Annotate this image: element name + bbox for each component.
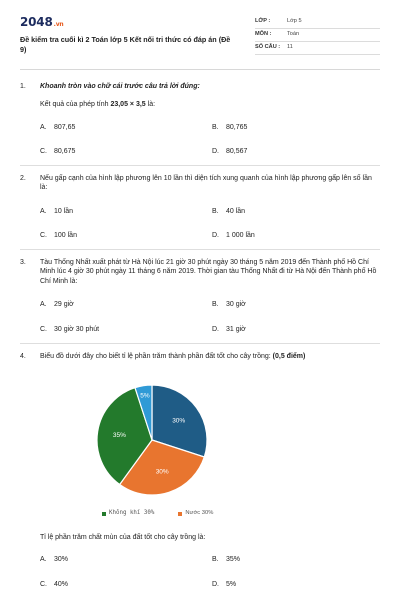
legend-item-air: Không khí 30% — [102, 510, 154, 518]
answer-options — [40, 300, 380, 334]
option-a[interactable]: A. 807,65 — [40, 123, 76, 131]
meta-table — [255, 16, 380, 55]
answer-options — [40, 123, 380, 157]
legend-item-water: Nước 30% — [178, 510, 213, 518]
question-prompt: Tỉ lệ phần trăm chất mùn của đất tốt cho cây trồng là: — [40, 534, 206, 541]
option-d[interactable]: D. 1 000 lần — [212, 232, 255, 240]
option-b[interactable]: B. 80,765 — [212, 123, 248, 131]
option-d[interactable]: D. 31 giờ — [212, 325, 246, 333]
page-title: Đề kiểm tra cuối kì 2 Toán lớp 5 Kết nối tri thức có đáp án (Đề 9) — [20, 35, 231, 55]
option-c[interactable]: C. 30 giờ 30 phút — [40, 325, 100, 333]
answer-options — [40, 555, 380, 589]
option-d[interactable]: D. 80,567 — [212, 148, 248, 156]
question-3: 3. Tàu Thống Nhất xuất phát từ Hà Nội lúc 21 giờ 30 phút ngày 30 tháng 5 năm 2019 đến Thành phố Hồ Chí Minh lúc 4 giờ 30 phút ngày 11 tháng 6 năm 2019. Thời gian tàu Thống Nhất đi từ Hà Nội đến Thành phố Hồ Chí Minh là: A. 29 giờ B. 30 giờ C. 30 giờ 30 phút D. 31 giờ — [20, 258, 380, 334]
option-a[interactable]: A. 29 giờ — [40, 301, 74, 309]
chart-legend — [102, 510, 213, 518]
pie-label-3: 5% — [140, 392, 150, 400]
document-header — [20, 14, 380, 70]
pie-chart — [82, 372, 262, 522]
question-2: 2. Nếu gấp cạnh của hình lập phương lên 10 lần thì diện tích xung quanh của hình lập phương gấp lên số lần là: A. 10 lần B. 40 lần C. 100 lần D. 1 000 lần — [20, 174, 380, 241]
option-a[interactable]: A. 30% — [40, 556, 69, 564]
pie-label-0: 30% — [172, 417, 186, 425]
question-4-followup — [20, 533, 380, 589]
question-4: 4. Biểu đồ dưới đây cho biết tỉ lệ phần trăm thành phần đất tốt cho cây trồng: (0,5 điểm) — [20, 352, 380, 361]
legend-swatch — [178, 512, 182, 516]
question-text: Tàu Thống Nhất xuất phát từ Hà Nội lúc 21 giờ 30 phút ngày 30 tháng 5 năm 2019 đến Thành phố Hồ Chí Minh lúc 4 giờ 30 phút ngày 11 tháng 6 năm 2019. Thời gian tàu Thống Nhất đi từ Hà Nội đến Thành phố Hồ Chí Minh là: — [40, 259, 377, 285]
meta-row-class: LỚP : Lớp 5 — [255, 16, 380, 29]
pie-label-2: 35% — [112, 431, 126, 439]
option-c[interactable]: C. 100 lần — [40, 232, 77, 240]
option-d[interactable]: D. 5% — [212, 580, 237, 588]
meta-row-subject: MÔN : Toán — [255, 29, 380, 42]
pie-chart-svg — [82, 372, 262, 522]
meta-row-question-count: SỐ CÂU : 11 — [255, 42, 380, 55]
divider — [20, 343, 380, 344]
pie-label-1: 30% — [155, 468, 169, 476]
answer-options — [40, 207, 380, 241]
option-a[interactable]: A. 10 lần — [40, 207, 74, 215]
site-logo[interactable]: 2048 .vn — [20, 15, 64, 29]
divider — [20, 165, 380, 166]
divider — [20, 249, 380, 250]
question-instruction: Khoanh tròn vào chữ cái trước câu trả lời đúng: — [40, 83, 200, 90]
question-prompt: Kết quả của phép tính 23,05 × 3,5 là: — [40, 101, 156, 109]
question-text: Nếu gấp cạnh của hình lập phương lên 10 lần thì diện tích xung quanh của hình lập phương gấp lên số lần là: — [40, 175, 372, 192]
legend-swatch — [102, 512, 106, 516]
option-c[interactable]: C. 80,675 — [40, 148, 76, 156]
option-c[interactable]: C. 40% — [40, 580, 69, 588]
option-b[interactable]: B. 30 giờ — [212, 301, 246, 309]
question-1: 1. Khoanh tròn vào chữ cái trước câu trả lời đúng: Kết quả của phép tính 23,05 × 3,5 là: A. 807,65 B. 80,765 C. 80,675 D. 80,567 — [20, 82, 380, 157]
option-b[interactable]: B. 35% — [212, 556, 241, 564]
option-b[interactable]: B. 40 lần — [212, 207, 246, 215]
question-text: Biểu đồ dưới đây cho biết tỉ lệ phần trăm thành phần đất tốt cho cây trồng: (0,5 điểm) — [40, 353, 306, 360]
